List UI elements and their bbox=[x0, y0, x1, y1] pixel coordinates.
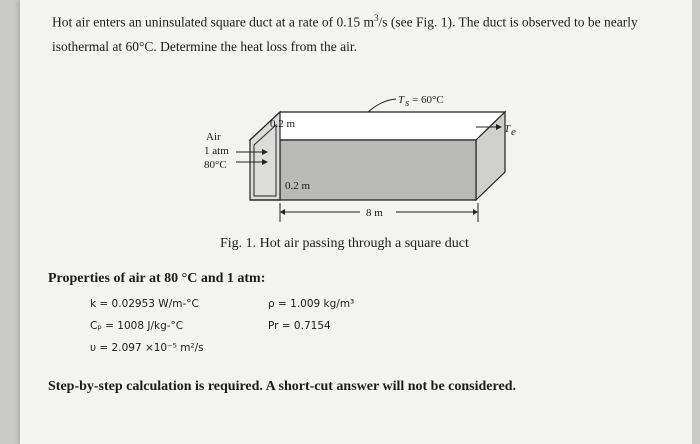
pressure-label: 1 atm bbox=[204, 145, 229, 157]
property-cp: Cₚ = 1008 J/kg-°C bbox=[90, 320, 184, 332]
footer-instruction: Step-by-step calculation is required. A short-cut answer will not be considered. bbox=[48, 379, 516, 394]
property-k: k = 0.02953 W/m-°C bbox=[90, 298, 199, 310]
properties-title: Properties of air at 80 °C and 1 atm: bbox=[48, 271, 266, 286]
figure-caption: Fig. 1. Hot air passing through a square duct bbox=[220, 236, 469, 251]
statement-text-start: Hot air enters an uninsulated square duct at a rate of 0.15 m bbox=[52, 14, 375, 30]
property-nu: υ = 2.097 ×10⁻⁵ m²/s bbox=[90, 342, 204, 354]
length-dimension-label: 8 m bbox=[366, 207, 383, 219]
statement-superscript: 3 bbox=[374, 13, 379, 23]
surface-temp-symbol: T bbox=[398, 94, 405, 106]
surface-temp-subscript: s bbox=[405, 97, 410, 109]
height-dimension-label: 0.2 m bbox=[285, 180, 311, 192]
statement-text-end: /s (see Fig. 1). The duct is observed to be nearly isothermal at 60°C. Determine the heat loss from the air. bbox=[52, 14, 638, 54]
surface-temp-value: = 60°C bbox=[412, 94, 444, 106]
exit-temp-subscript: e bbox=[511, 126, 516, 138]
surface-temp-leader bbox=[368, 99, 396, 112]
exit-temp-symbol: T bbox=[504, 123, 511, 135]
property-pr: Pr = 0.7154 bbox=[268, 320, 331, 332]
property-rho: ρ = 1.009 kg/m³ bbox=[268, 298, 355, 310]
inlet-temp-label: 80°C bbox=[204, 159, 227, 171]
air-label: Air bbox=[206, 131, 221, 143]
width-dimension-label: 0.2 m bbox=[270, 118, 296, 130]
